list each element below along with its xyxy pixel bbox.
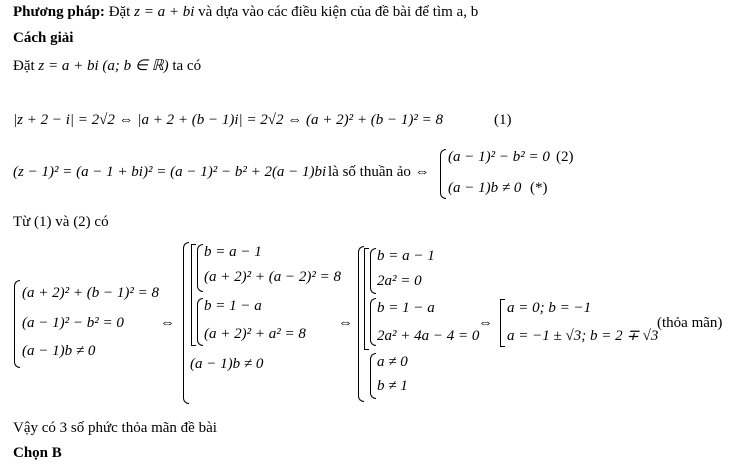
equation-1-tag: (1) xyxy=(494,112,512,128)
brace-system-2 xyxy=(183,242,189,404)
s2-cond: (a − 1)b ≠ 0 xyxy=(190,356,264,372)
bracket-system-3 xyxy=(364,248,369,350)
equation-2: (z − 1)² = (a − 1 + bi)² = (a − 1)² − b² + 2(a − 1)bi xyxy=(13,164,327,180)
s3-case2-eq-1: b = 1 − a xyxy=(377,300,435,316)
method-label: Phương pháp: xyxy=(13,4,105,20)
eq2-cond-2: (a − 1)b ≠ 0 xyxy=(448,180,522,196)
brace-s2-case-1 xyxy=(197,244,203,292)
solution-heading: Cách giải xyxy=(13,30,74,46)
answer: Chọn B xyxy=(13,445,62,461)
method-text-pre: Đặt xyxy=(108,4,131,20)
s3-case2-eq-2: 2a² + 4a − 4 = 0 xyxy=(377,328,480,344)
from-text: Từ (1) và (2) có xyxy=(13,214,109,230)
method-text-post: và dựa vào các điều kiện của đề bài để tìm a, b xyxy=(198,4,479,20)
s1-eq-2: (a − 1)² − b² = 0 xyxy=(22,315,124,331)
eq2-tag-2: (*) xyxy=(530,180,548,196)
s1-eq-3: (a − 1)b ≠ 0 xyxy=(22,343,96,359)
setup-line xyxy=(13,56,201,75)
s2-case2-eq-2: (a + 2)² + a² = 8 xyxy=(204,326,306,342)
s3-case1-eq-2: 2a² = 0 xyxy=(377,273,422,289)
s3-cond-1: a ≠ 0 xyxy=(377,354,408,370)
arrow-2: ⇔ xyxy=(338,315,353,331)
setup-post: ta có xyxy=(172,58,202,74)
brace-s3-case-2 xyxy=(370,298,376,346)
bracket-system-2 xyxy=(191,244,196,346)
bracket-result xyxy=(500,299,505,347)
s2-case1-eq-1: b = a − 1 xyxy=(204,244,262,260)
s1-eq-1: (a + 2)² + (b − 1)² = 8 xyxy=(22,285,159,301)
result-2: a = −1 ± √3; b = 2 ∓ √3 xyxy=(507,328,659,344)
brace-system-1 xyxy=(14,280,20,368)
brace-eq2 xyxy=(440,149,446,199)
conclusion: Vậy có 3 số phức thỏa mãn đề bài xyxy=(13,420,217,436)
eq2-cond-1: (a − 1)² − b² = 0 xyxy=(448,149,550,165)
s3-case1-eq-1: b = a − 1 xyxy=(377,248,435,264)
method-formula: z = a + bi xyxy=(134,4,195,20)
equation-1: |z + 2 − i| = 2√2 ⇔ |a + 2 + (b − 1)i| = 2√2 ⇔ (a + 2)² + (b − 1)² = 8 xyxy=(13,112,443,128)
method-line xyxy=(13,4,478,21)
s3-cond-2: b ≠ 1 xyxy=(377,378,408,394)
eq2-tag-1: (2) xyxy=(556,149,574,165)
equation-2-text: là số thuần ảo ⇔ xyxy=(328,164,430,180)
setup-pre: Đặt xyxy=(13,58,35,74)
setup-formula: z = a + bi (a; b ∈ ℝ) xyxy=(38,58,169,74)
arrow-1: ⇔ xyxy=(160,315,175,331)
brace-s2-case-2 xyxy=(197,298,203,346)
brace-s3-cond xyxy=(370,353,376,399)
s2-case2-eq-1: b = 1 − a xyxy=(204,298,262,314)
brace-s3-case-1 xyxy=(370,248,376,294)
arrow-3: ⇔ xyxy=(478,315,493,331)
result-1: a = 0; b = −1 xyxy=(507,300,592,316)
s2-case1-eq-2: (a + 2)² + (a − 2)² = 8 xyxy=(204,269,341,285)
result-note: (thỏa mãn) xyxy=(657,315,723,331)
